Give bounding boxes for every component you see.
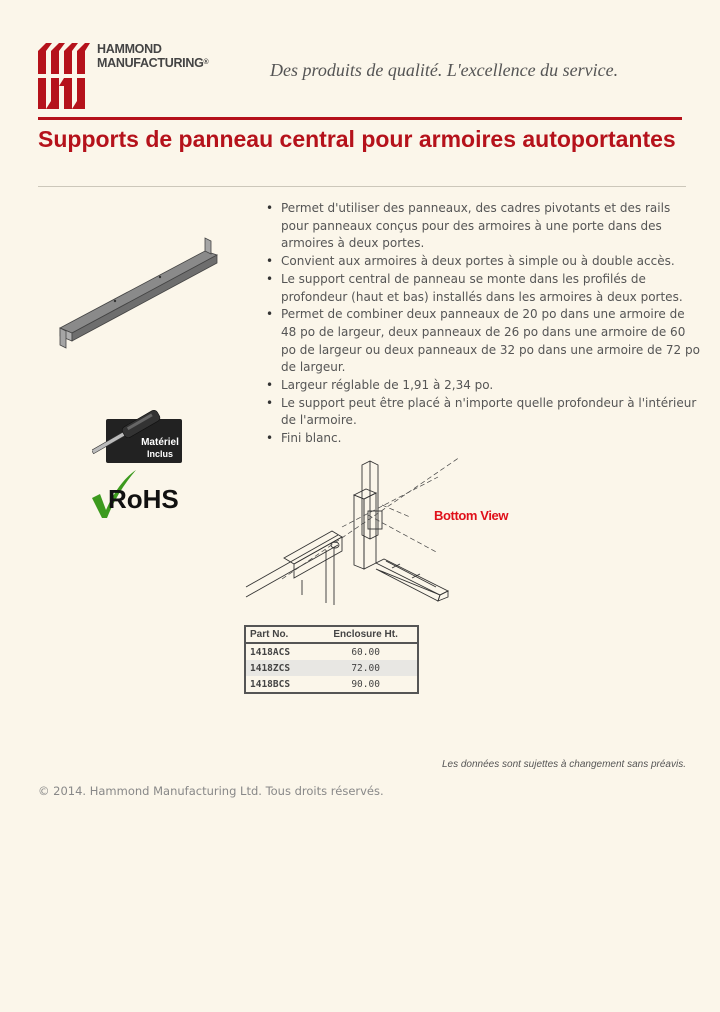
hardware-label-line2: Inclus <box>146 449 174 459</box>
table-row <box>245 643 418 660</box>
column-header-height: Enclosure Ht. <box>314 626 418 643</box>
center-panel-support-image <box>55 233 225 353</box>
feature-list <box>262 200 701 448</box>
rohs-badge <box>90 468 186 520</box>
list-item: • Fini blanc. <box>281 430 701 448</box>
copyright: © 2014. Hammond Manufacturing Ltd. Tous droits réservés. <box>38 784 384 798</box>
page-title: Supports de panneau central pour armoires autoportantes <box>38 126 676 152</box>
header-divider <box>38 117 682 120</box>
table-header-row <box>245 626 418 643</box>
table-row <box>245 676 418 693</box>
parts-table <box>244 625 419 694</box>
registered-mark: ® <box>203 59 209 66</box>
list-item: • Le support central de panneau se monte dans les profilés de profondeur (haut et bas) installés dans les armoires à deux portes. <box>281 271 701 306</box>
disclaimer: Les données sont sujettes à changement sans préavis. <box>441 759 686 770</box>
brand-line-2: MANUFACTURING® <box>97 56 209 70</box>
enclosure-height: 72.00 <box>314 660 418 676</box>
installation-diagram <box>242 455 522 625</box>
tagline: Des produits de qualité. L'excellence du service. <box>270 60 619 80</box>
bottom-view-label: Bottom View <box>434 508 509 523</box>
hardware-included-badge <box>92 405 184 467</box>
list-item: • Convient aux armoires à deux portes à simple ou à double accès. <box>281 253 701 271</box>
part-number: 1418BCS <box>250 678 291 690</box>
hammond-logo-icon <box>38 41 90 111</box>
list-item: • Le support peut être placé à n'importe quelle profondeur à l'intérieur de l'armoire. <box>281 395 701 430</box>
enclosure-height: 60.00 <box>351 646 380 658</box>
part-number: 1418ZCS <box>245 660 314 676</box>
title-divider <box>38 186 686 187</box>
enclosure-height: 90.00 <box>351 678 380 690</box>
column-header-part: Part No. <box>245 626 314 643</box>
rohs-label: RoHS <box>108 484 179 514</box>
brand-line-1: HAMMOND <box>97 42 162 56</box>
list-item: • Largeur réglable de 1,91 à 2,34 po. <box>281 377 701 395</box>
list-item: • Permet de combiner deux panneaux de 20 po dans une armoire de 48 po de largeur, deux panneaux de 26 po dans une armoire de 60 po de largeur ou deux panneaux de 32 po dans une armoire de 72 po de largeur. <box>281 306 701 377</box>
brand-name <box>97 42 208 70</box>
hardware-label-line1: Matériel <box>141 437 179 448</box>
part-number: 1418ACS <box>250 646 291 658</box>
table-row <box>245 660 418 676</box>
list-item: • Permet d'utiliser des panneaux, des cadres pivotants et des rails pour panneaux conçus pour des armoires à une porte dans des armoires à deux portes. <box>281 200 701 253</box>
